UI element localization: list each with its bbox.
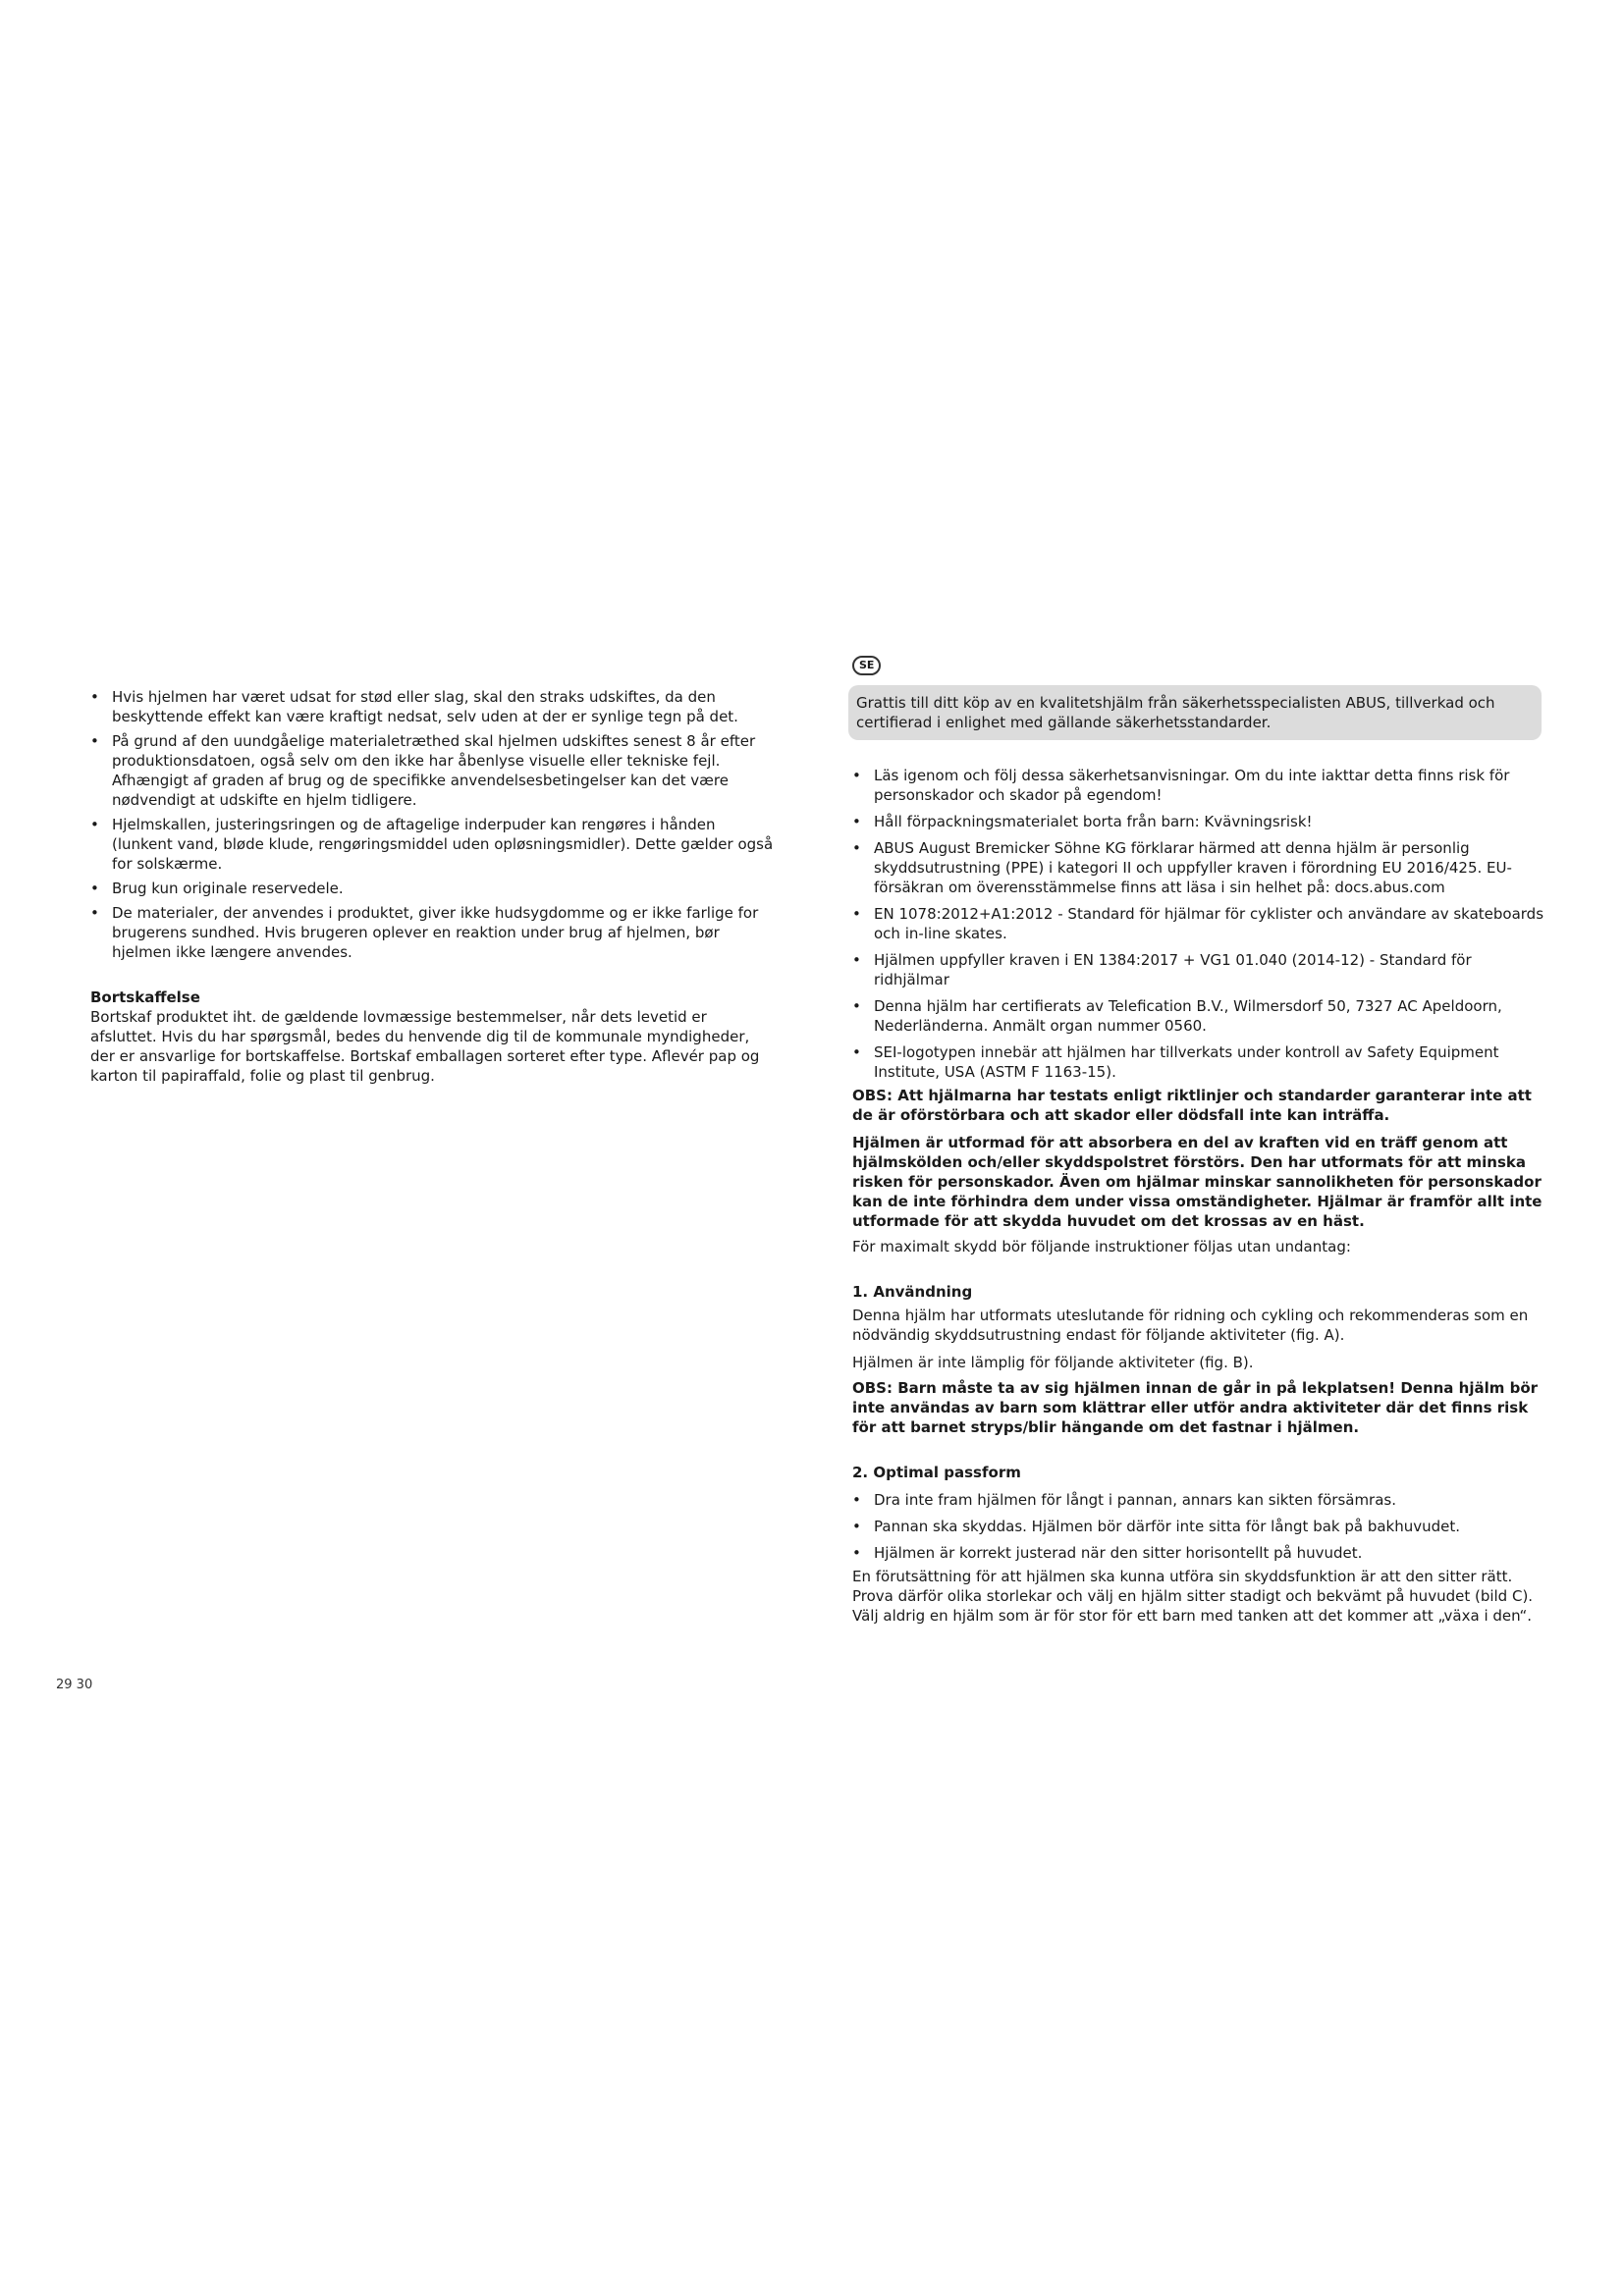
list-item-text: Dra inte fram hjälmen för långt i pannan, annars kan sikten försämras. [874, 1491, 1397, 1509]
bullet-dot: • [90, 904, 99, 922]
list-item [852, 1490, 1547, 1510]
list-item [852, 812, 1547, 831]
list-item [852, 904, 1547, 943]
list-item-text: Håll förpackningsmaterialet borta från barn: Kvävningsrisk! [874, 813, 1313, 830]
list-item [852, 838, 1547, 897]
list-item [90, 731, 778, 810]
list-item [852, 1517, 1547, 1536]
list-item-text: SEI-logotypen innebär att hjälmen har tillverkats under kontroll av Safety Equipment Institute, USA (ASTM F 1163-15). [874, 1043, 1499, 1081]
bullet-dot: • [90, 732, 99, 750]
bullet-dot: • [852, 1518, 861, 1535]
bullet-dot: • [852, 813, 861, 830]
list-item-text: Pannan ska skyddas. Hjälmen bör därför inte sitta för långt bak på bakhuvudet. [874, 1518, 1461, 1535]
section-1-heading: 1. Användning [852, 1283, 973, 1301]
bullet-dot: • [852, 839, 861, 857]
bullet-dot: • [852, 1043, 861, 1061]
list-item-text: Läs igenom och följ dessa säkerhetsanvisningar. Om du inte iakttar detta finns risk för personskador och skador på egendom! [874, 767, 1510, 804]
list-item [852, 1543, 1547, 1563]
list-item [90, 687, 778, 726]
list-item-text: De materialer, der anvendes i produktet, giver ikke hudsygdomme og er ikke farlige for brugerens sundhed. Hvis brugeren oplever en reaktion under brug af hjelmen, bør hjelmen ikke længere anvendes. [112, 904, 759, 961]
bullet-dot: • [852, 905, 861, 923]
list-item-text: Denna hjälm har certifierats av Telefication B.V., Wilmersdorf 50, 7327 AC Apeldoorn, Nederländerna. Anmält organ nummer 0560. [874, 997, 1502, 1035]
obs-warning: OBS: Att hjälmarna har testats enligt riktlinjer och standarder garanterar inte att de är oförstörbara och att skador eller dödsfall inte kan inträffa. [852, 1087, 1532, 1124]
disposal-heading: Bortskaffelse [90, 988, 200, 1006]
bullet-dot: • [852, 767, 861, 784]
bullet-dot: • [90, 880, 99, 897]
section-2-fit-text: En förutsättning för att hjälmen ska kunna utföra sin skyddsfunktion är att den sitter rätt. Prova därför olika storlekar och välj en hjälm sitter stadigt och bekvämt på huvudet (bild C). Välj aldrig en hjälm som är för stor för ett barn med tanken att det kommer att „växa i den“. [852, 1568, 1534, 1625]
bullet-dot: • [852, 997, 861, 1015]
list-item-text: Brug kun originale reservedele. [112, 880, 344, 897]
list-item-text: Hjelmskallen, justeringsringen og de aftagelige inderpuder kan rengøres i hånden (lunkent vand, bløde klude, rengøringsmiddel uden opløsningsmidler). Dette gælder også for solskærme. [112, 816, 774, 873]
list-item [852, 950, 1547, 989]
right-column [852, 654, 1547, 1626]
section-2-heading: 2. Optimal passform [852, 1464, 1021, 1481]
section-1-usage-text: Denna hjälm har utformats uteslutande för ridning och cykling och rekommenderas som en nödvändig skyddsutrustning endast för följande aktiviteter (fig. A). [852, 1307, 1529, 1344]
intro-text: Grattis till ditt köp av en kvalitetshjälm från säkerhetsspecialisten ABUS, tillverkad och certifierad i enlighet med gällande säkerhetsstandarder. [856, 694, 1495, 731]
intro-box [848, 685, 1542, 740]
list-item [90, 903, 778, 962]
list-item [852, 766, 1547, 805]
max-protection-text: För maximalt skydd bör följande instruktioner följas utan undantag: [852, 1238, 1351, 1255]
left-column [90, 687, 778, 1086]
list-item [90, 879, 778, 898]
language-badge: SE [852, 656, 881, 675]
list-item [852, 996, 1547, 1036]
list-item-text: Hjälmen är korrekt justerad när den sitter horisontellt på huvudet. [874, 1544, 1363, 1562]
bullet-dot: • [852, 1544, 861, 1562]
bullet-dot: • [90, 816, 99, 833]
list-item-text: EN 1078:2012+A1:2012 - Standard för hjälmar för cyklister och användare av skateboards och in-line skates. [874, 905, 1544, 942]
section-1-obs-warning: OBS: Barn måste ta av sig hjälmen innan de går in på lekplatsen! Denna hjälm bör inte användas av barn som klättrar eller utför andra aktiviteter där det finns risk för att barnet stryps/blir hängande om det fastnar i hjälmen. [852, 1379, 1539, 1436]
disposal-text: Bortskaf produktet iht. de gældende lovmæssige bestemmelser, når dets levetid er afsluttet. Hvis du har spørgsmål, bedes du henvende dig til de kommunale myndigheder, der er ansvarlige for bortskaffelse. Bortskaf emballagen sorteret efter type. Aflevér pap og karton til papiraffald, folie og plast til genbrug. [90, 1008, 760, 1085]
list-item-text: ABUS August Bremicker Söhne KG förklarar härmed att denna hjälm är personlig skyddsutrustning (PPE) i kategori II och uppfyller kraven i förordning EU 2016/425. EU-försäkran om överensstämmelse finns att läsa i sin helhet på: docs.abus.com [874, 839, 1512, 896]
page-numbers: 29 30 [56, 1678, 93, 1692]
section-1-unsuitable-text: Hjälmen är inte lämplig för följande aktiviteter (fig. B). [852, 1354, 1254, 1371]
list-item [852, 1042, 1547, 1082]
list-item-text: På grund af den uundgåelige materialetræthed skal hjelmen udskiftes senest 8 år efter produktionsdatoen, også selv om den ikke har åbenlyse visuelle eller tekniske fejl. Afhængigt af graden af brug og de specifikke anvendelsesbetingelser kan det være nødvendigt at udskifte en hjelm tidligere. [112, 732, 756, 809]
absorption-paragraph: Hjälmen är utformad för att absorbera en del av kraften vid en träff genom att hjälmskölden och/eller skyddspolstret förstörs. Den har utformats för att minska risken för personskador. Även om hjälmar minskar sannolikheten för personskador kan de inte förhindra dem under vissa omständigheter. Hjälmar är framför allt inte utformade för att skydda huvudet om det krossas av en häst. [852, 1134, 1543, 1230]
list-item-text: Hvis hjelmen har været udsat for stød eller slag, skal den straks udskiftes, da den beskyttende effekt kan være kraftigt nedsat, selv uden at der er synlige tegn på det. [112, 688, 738, 725]
bullet-dot: • [852, 951, 861, 969]
bullet-dot: • [852, 1491, 861, 1509]
bullet-dot: • [90, 688, 99, 706]
list-item-text: Hjälmen uppfyller kraven i EN 1384:2017 + VG1 01.040 (2014-12) - Standard för ridhjälmar [874, 951, 1472, 988]
list-item [90, 815, 778, 874]
